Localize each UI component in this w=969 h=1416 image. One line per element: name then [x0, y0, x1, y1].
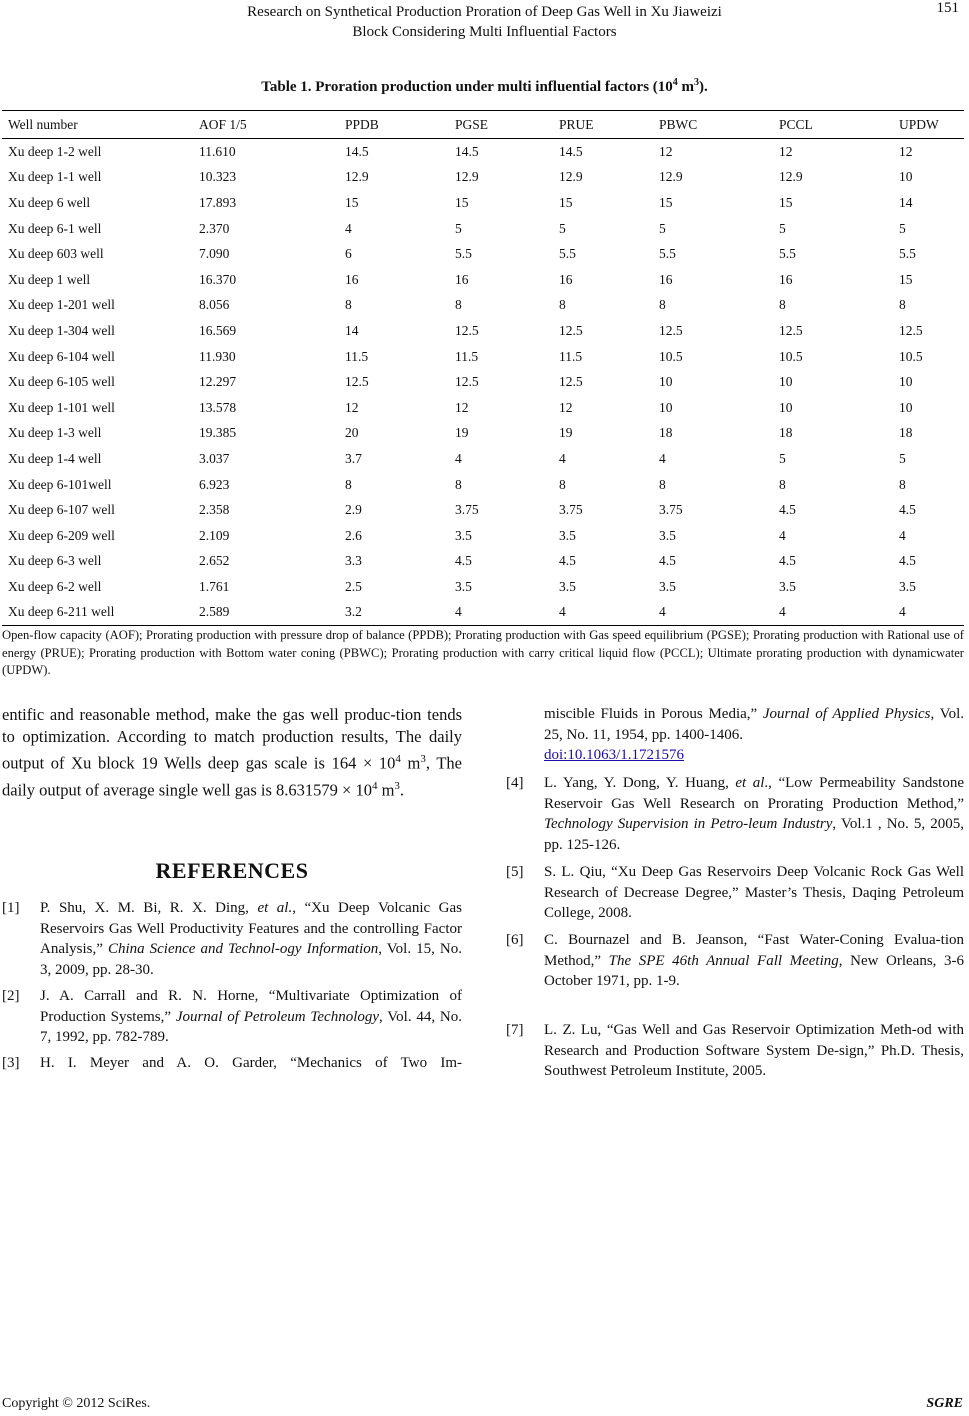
reference-text: ., “Low Permeability Sandstone Reservoir Gas Well Research on Prorating Production Method,”: [544, 775, 964, 812]
value-cell: 12.5: [345, 374, 369, 390]
value-cell: 15: [455, 194, 469, 210]
well-name-cell: Xu deep 6-101well: [8, 476, 112, 492]
value-cell: 16: [345, 271, 359, 287]
value-cell: 14.5: [345, 143, 369, 159]
reference-journal: The SPE 46th Annual Fall Meeting: [608, 952, 839, 969]
value-cell: 8: [659, 476, 666, 492]
well-name-cell: Xu deep 1-2 well: [8, 143, 102, 159]
value-cell: 3.5: [559, 527, 576, 543]
value-cell: 15: [899, 271, 913, 287]
table-row: [2, 165, 964, 191]
value-cell: 10: [659, 374, 673, 390]
value-cell: 5.5: [659, 246, 676, 262]
value-cell: 5: [899, 450, 906, 466]
reference-text: S. L. Qiu, “Xu Deep Gas Reservoirs Deep Volcanic Rock Gas Well Research of Decrease Degree,” Master’s Thesis, Daqing Petroleum College, 2008.: [544, 864, 964, 921]
well-name-cell: Xu deep 1-201 well: [8, 297, 115, 313]
value-cell: 4.5: [455, 553, 472, 569]
table-row: [2, 472, 964, 498]
table-row: [2, 267, 964, 293]
value-cell: 3.3: [345, 553, 362, 569]
table-row: [2, 139, 964, 165]
value-cell: 5: [899, 220, 906, 236]
value-cell: 19: [455, 425, 469, 441]
value-cell: 2.358: [199, 502, 230, 518]
reference-etal: et al.: [257, 900, 293, 916]
reference-text: , “Xu Deep Volcanic Gas Reservoirs Gas Well Productivity Features and the controlling Factor Analysis,”: [40, 900, 463, 957]
reference-item: [2, 898, 462, 980]
proration-table: [2, 110, 964, 626]
table-row: [2, 190, 964, 216]
well-name-cell: Xu deep 6-104 well: [8, 348, 115, 364]
value-cell: 6: [345, 246, 352, 262]
value-cell: 15: [345, 194, 359, 210]
reference-journal: Journal of Applied Physics: [762, 706, 931, 722]
value-cell: 10.5: [779, 348, 803, 364]
value-cell: 4: [659, 450, 666, 466]
value-cell: 10.323: [199, 169, 237, 185]
well-name-cell: Xu deep 6-209 well: [8, 527, 115, 543]
value-cell: 16: [559, 271, 573, 287]
table-row: [2, 318, 964, 344]
column-header: PCCL: [773, 111, 893, 139]
caption-exponent: 4: [672, 77, 678, 88]
column-header: PBWC: [653, 111, 773, 139]
value-cell: 4.5: [899, 553, 916, 569]
value-cell: 4: [559, 450, 566, 466]
well-name-cell: Xu deep 1 well: [8, 271, 91, 287]
table-row: [2, 216, 964, 242]
column-header: UPDW: [893, 111, 964, 139]
value-cell: 3.5: [659, 527, 676, 543]
reference-text: , Vol.1 , No. 5, 2005, pp. 125-126.: [544, 816, 964, 853]
reference-text: , New Orleans, 3-6 October 1971, pp. 1-9.: [544, 952, 964, 989]
value-cell: 3.2: [339, 600, 449, 626]
reference-number: [5]: [506, 864, 524, 880]
value-cell: 12.9: [345, 169, 369, 185]
table-row: [2, 549, 964, 575]
well-name-cell: Xu deep 1-3 well: [8, 425, 102, 441]
value-cell: 10: [779, 374, 793, 390]
value-cell: 3.5: [899, 578, 916, 594]
well-name-cell: Xu deep 6 well: [8, 194, 91, 210]
value-cell: 14: [345, 322, 359, 338]
reference-text: L. Z. Lu, “Gas Well and Gas Reservoir Optimization Meth-od with Research and Production Software System De-sign,” Ph.D. Thesis, Southwest Petroleum Institute, 2005.: [544, 1022, 964, 1079]
reference-item: [506, 1020, 964, 1082]
well-name-cell: Xu deep 6-107 well: [8, 502, 115, 518]
value-cell: 3.75: [455, 502, 479, 518]
value-cell: 16: [455, 271, 469, 287]
value-cell: 2.6: [345, 527, 362, 543]
well-name-cell: Xu deep 6-1 well: [8, 220, 102, 236]
value-cell: 14.5: [559, 143, 583, 159]
value-cell: 8: [559, 476, 566, 492]
caption-unit: m: [677, 79, 695, 95]
table-footnote: Open-flow capacity (AOF); Prorating production with pressure drop of balance (PPDB); Prorating production with Gas speed equilibrium (PGSE); Prorating production with Rational use of energy (PRUE); Prorating production with Bottom water coning (PBWC); Prorating production with carry critical liquid flow (PCCL); Ultimate prorating production with dynamicwater (UPDW).: [2, 628, 964, 677]
table-row: [2, 600, 964, 626]
value-cell: 12.5: [559, 374, 583, 390]
value-cell: 4: [653, 600, 773, 626]
body-paragraph: [2, 704, 462, 801]
reference-journal: China Science and Technol-ogy Information: [107, 941, 379, 957]
value-cell: 12.9: [659, 169, 683, 185]
running-header-line2: Block Considering Multi Influential Factors: [352, 24, 617, 40]
value-cell: 12.9: [559, 169, 583, 185]
value-cell: 4.5: [659, 553, 676, 569]
value-cell: 5.5: [455, 246, 472, 262]
value-cell: 10: [899, 399, 913, 415]
value-cell: 12.9: [779, 169, 803, 185]
table-row: [2, 344, 964, 370]
value-cell: 12.5: [659, 322, 683, 338]
value-cell: 2.589: [193, 600, 339, 626]
column-header: PRUE: [553, 111, 653, 139]
body-text: .: [399, 780, 405, 799]
value-cell: 8: [779, 297, 786, 313]
value-cell: 3.5: [455, 527, 472, 543]
table-row: [2, 574, 964, 600]
value-cell: 8: [559, 297, 566, 313]
value-cell: 8: [899, 476, 906, 492]
value-cell: 1.761: [199, 578, 230, 594]
value-cell: 12: [345, 399, 359, 415]
value-cell: 4.5: [779, 553, 796, 569]
value-cell: 4: [773, 600, 893, 626]
reference-number: [6]: [506, 932, 524, 948]
value-cell: 18: [779, 425, 793, 441]
value-cell: 15: [659, 194, 673, 210]
reference-text: L. Yang, Y. Dong, Y. Huang,: [544, 775, 736, 791]
value-cell: 5: [659, 220, 666, 236]
table-row: [2, 446, 964, 472]
value-cell: 7.090: [199, 246, 230, 262]
doi-link[interactable]: doi:10.1063/1.1721576: [544, 747, 685, 763]
caption-text: Table 1. Proration production under multi influential factors (10: [261, 79, 673, 95]
value-cell: 12: [559, 399, 573, 415]
reference-text: , Vol. 15, No. 3, 2009, pp. 28-30.: [40, 941, 462, 978]
value-cell: 18: [659, 425, 673, 441]
column-header: PGSE: [449, 111, 553, 139]
well-name-cell: Xu deep 6-2 well: [8, 578, 102, 594]
body-text: m: [400, 753, 421, 773]
value-cell: 3.75: [659, 502, 683, 518]
well-name-cell: Xu deep 1-4 well: [8, 450, 102, 466]
value-cell: 4: [449, 600, 553, 626]
reference-journal: Journal of Petroleum Technology: [175, 1008, 380, 1025]
page-number: 151: [936, 0, 959, 16]
value-cell: 2.652: [199, 553, 230, 569]
value-cell: 5: [455, 220, 462, 236]
value-cell: 4: [779, 527, 786, 543]
table-row: [2, 497, 964, 523]
value-cell: 8: [345, 297, 352, 313]
table-row: [2, 293, 964, 319]
value-cell: 18: [899, 425, 913, 441]
value-cell: 5.5: [559, 246, 576, 262]
reference-item: [2, 986, 462, 1048]
value-cell: 3.037: [199, 450, 230, 466]
value-cell: 3.5: [659, 578, 676, 594]
value-cell: 2.370: [199, 220, 230, 236]
reference-journal: Technology Supervision in Petro-leum Industry: [544, 816, 833, 832]
value-cell: 16: [659, 271, 673, 287]
value-cell: 8.056: [199, 297, 230, 313]
reference-item: [506, 773, 964, 855]
column-header: Well number: [2, 111, 193, 139]
reference-item: [506, 862, 964, 924]
value-cell: 8: [345, 476, 352, 492]
value-cell: 2.109: [199, 527, 230, 543]
value-cell: 2.5: [345, 578, 362, 594]
value-cell: 11.610: [199, 143, 236, 159]
value-cell: 12: [779, 143, 793, 159]
value-cell: 15: [779, 194, 793, 210]
table-row: [2, 421, 964, 447]
value-cell: 15: [559, 194, 573, 210]
superscript: 3: [394, 779, 400, 792]
reference-number: [7]: [506, 1022, 524, 1038]
reference-number: [3]: [2, 1055, 20, 1071]
value-cell: 6.923: [199, 476, 230, 492]
reference-item-continued: [544, 704, 964, 766]
value-cell: 12: [659, 143, 673, 159]
column-header: AOF 1/5: [193, 111, 339, 139]
caption-exponent: 3: [694, 77, 700, 88]
running-header-line1: Research on Synthetical Production Proration of Deep Gas Well in Xu Jiaweizi: [247, 4, 722, 20]
caption-end: ).: [699, 79, 708, 95]
column-header: PPDB: [339, 111, 449, 139]
value-cell: 14.5: [455, 143, 479, 159]
value-cell: 4: [893, 600, 964, 626]
table-row: [2, 369, 964, 395]
copyright-notice: Copyright © 2012 SciRes.: [2, 1396, 151, 1411]
value-cell: 16: [779, 271, 793, 287]
value-cell: 3.75: [559, 502, 583, 518]
well-name-cell: Xu deep 1-304 well: [8, 322, 115, 338]
value-cell: 10: [899, 169, 913, 185]
reference-etal: et al: [735, 775, 765, 791]
well-name-cell: Xu deep 1-1 well: [8, 169, 102, 185]
value-cell: 3.5: [455, 578, 472, 594]
reference-text: , Vol. 25, No. 11, 1954, pp. 1400-1406.: [544, 706, 964, 743]
value-cell: 4.5: [899, 502, 916, 518]
value-cell: 16.370: [199, 271, 237, 287]
value-cell: 13.578: [199, 399, 237, 415]
value-cell: 8: [659, 297, 666, 313]
value-cell: 4: [899, 527, 906, 543]
well-name-cell: Xu deep 6-105 well: [8, 374, 115, 390]
superscript: 4: [395, 753, 401, 765]
value-cell: 4.5: [779, 502, 796, 518]
value-cell: 12: [899, 143, 913, 159]
value-cell: 5.5: [779, 246, 796, 262]
reference-text: C. Bournazel and B. Jeanson, “Fast Water-Coning Evalua-tion Method,”: [544, 932, 964, 969]
reference-text: P. Shu, X. M. Bi, R. X. Ding,: [40, 900, 258, 916]
value-cell: 19: [559, 425, 573, 441]
value-cell: 5: [779, 220, 786, 236]
value-cell: 12.9: [455, 169, 479, 185]
value-cell: 2.9: [345, 502, 362, 518]
value-cell: 10: [659, 399, 673, 415]
well-name-cell: Xu deep 1-101 well: [8, 399, 115, 415]
body-text: , The daily output of average single well gas is 8.631579 × 10: [2, 753, 462, 799]
table-row: [2, 523, 964, 549]
reference-item: [506, 930, 964, 992]
value-cell: 3.5: [779, 578, 796, 594]
journal-abbrev: SGRE: [926, 1396, 963, 1411]
superscript: 3: [420, 753, 426, 765]
value-cell: 12.5: [559, 322, 583, 338]
value-cell: 3.7: [345, 450, 362, 466]
reference-number: [2]: [2, 988, 20, 1004]
value-cell: 10.5: [659, 348, 683, 364]
reference-number: [1]: [2, 900, 20, 916]
reference-text: , Vol. 44, No. 7, 1992, pp. 782-789.: [40, 1008, 462, 1045]
value-cell: 10: [779, 399, 793, 415]
reference-text: miscible Fluids in Porous Media,”: [544, 706, 763, 722]
value-cell: 12.5: [455, 374, 479, 390]
value-cell: 11.5: [559, 348, 583, 364]
value-cell: 20: [345, 425, 359, 441]
table-row: [2, 395, 964, 421]
well-name-cell: Xu deep 6-211 well: [2, 600, 193, 626]
value-cell: 8: [455, 476, 462, 492]
value-cell: 10: [899, 374, 913, 390]
value-cell: 4: [345, 220, 352, 236]
value-cell: 14: [899, 194, 913, 210]
table-caption: [0, 77, 969, 96]
value-cell: 11.5: [455, 348, 479, 364]
value-cell: 16.569: [199, 322, 237, 338]
value-cell: 12.297: [199, 374, 237, 390]
reference-item: [2, 1053, 462, 1074]
value-cell: 11.930: [199, 348, 236, 364]
value-cell: 12.5: [455, 322, 479, 338]
value-cell: 17.893: [199, 194, 237, 210]
value-cell: 8: [455, 297, 462, 313]
value-cell: 3.5: [559, 578, 576, 594]
value-cell: 8: [899, 297, 906, 313]
value-cell: 5.5: [899, 246, 916, 262]
value-cell: 11.5: [345, 348, 369, 364]
reference-text: J. A. Carrall and R. N. Horne, “Multivariate Optimization of Production Systems,”: [40, 988, 462, 1025]
value-cell: 5: [559, 220, 566, 236]
value-cell: 4.5: [559, 553, 576, 569]
body-text: entific and reasonable method, make the gas well produc-tion tends to optimization. According to match production results, The daily output of Xu block 19 Wells deep gas scale is 164 × 10: [2, 705, 462, 773]
table-row: [2, 241, 964, 267]
reference-text: H. I. Meyer and A. O. Garder, “Mechanics of Two Im-: [40, 1055, 462, 1071]
value-cell: 10.5: [899, 348, 923, 364]
well-name-cell: Xu deep 6-3 well: [8, 553, 102, 569]
value-cell: 12.5: [779, 322, 803, 338]
superscript: 4: [371, 779, 378, 792]
value-cell: 12.5: [899, 322, 923, 338]
table-header-row: [2, 111, 964, 139]
value-cell: 12: [455, 399, 469, 415]
references-heading: REFERENCES: [155, 858, 309, 883]
value-cell: 4: [455, 450, 462, 466]
value-cell: 4: [553, 600, 653, 626]
value-cell: 19.385: [199, 425, 237, 441]
well-name-cell: Xu deep 603 well: [8, 246, 104, 262]
value-cell: 8: [779, 476, 786, 492]
value-cell: 5: [779, 450, 786, 466]
reference-number: [4]: [506, 775, 524, 791]
body-text: m: [377, 780, 395, 799]
